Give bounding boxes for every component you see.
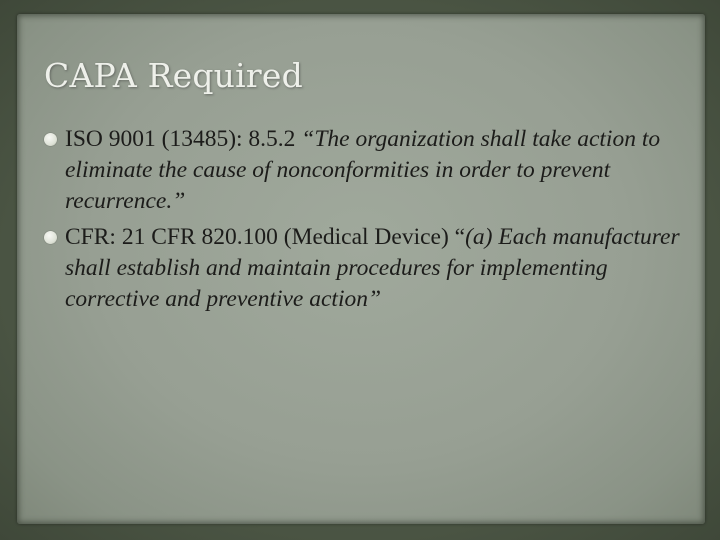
bullet-prefix: CFR: 21 CFR 820.100 (Medical Device) “ [65, 224, 466, 250]
bullet-dot-icon [44, 133, 57, 146]
bullet-prefix: ISO 9001 (13485): 8.5.2 [65, 126, 302, 152]
slide-title: CAPA Required [44, 56, 303, 95]
bullet-quote: (a) Each manufacturer shall establish and maintain procedures for implementing corrective and preventive action” [65, 224, 680, 312]
bullet-item-cfr [44, 222, 684, 315]
bullet-list [44, 124, 684, 320]
bullet-dot-icon [44, 231, 57, 244]
bullet-quote: “The organization shall take action to eliminate the cause of nonconformities in order to prevent recurrence.” [65, 126, 661, 214]
bullet-item-iso [44, 124, 684, 217]
